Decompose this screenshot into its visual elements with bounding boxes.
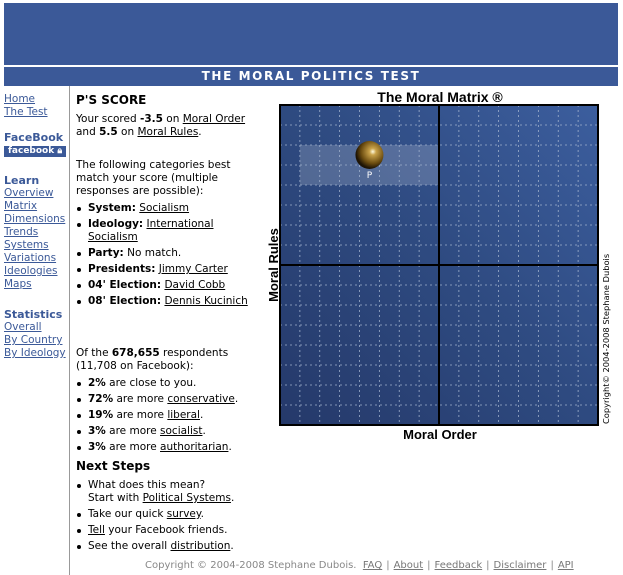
footer: Copyright © 2004-2008 Stephane Dubois. FAQ | About | Feedback | Disclaimer | API [145, 560, 574, 571]
nav-variations[interactable]: Variations [4, 252, 57, 264]
site-title: THE MORAL POLITICS TEST [4, 67, 618, 86]
category-label: System: [88, 202, 136, 214]
text: are more [113, 393, 168, 405]
category-link[interactable]: David Cobb [164, 279, 226, 291]
facebook-label: facebook [8, 146, 55, 156]
statistics-heading: Statistics [4, 308, 63, 321]
copyright-text: Copyright © 2004-2008 Stephane Dubois. [145, 560, 357, 571]
next-steps-heading: Next Steps [76, 459, 151, 473]
nav-maps[interactable]: Maps [4, 278, 32, 290]
moral-rules-link[interactable]: Moral Rules [137, 126, 199, 138]
distribution-link[interactable]: distribution [170, 540, 231, 552]
respondent-item: 19% are more liberal. [88, 409, 266, 422]
lock-icon: 🔒︎ [57, 146, 63, 156]
text: on [117, 126, 138, 138]
chart-copyright: Copyright© 2004-2008 Stephane Dubois [601, 253, 611, 424]
authoritarian-link[interactable]: authoritarian [160, 441, 229, 453]
nav-by-ideology[interactable]: By Ideology [4, 347, 66, 359]
text: are more [105, 441, 161, 453]
list-item: What does this mean? Start with Political Systems. [88, 479, 266, 505]
text: Your scored [76, 113, 140, 125]
footer-disclaimer[interactable]: Disclaimer [493, 560, 547, 571]
list-item [88, 524, 266, 537]
text: Take our quick [88, 508, 167, 520]
nav-dimensions[interactable]: Dimensions [4, 213, 66, 225]
respondent-count: 678,655 [111, 347, 160, 359]
order-value: -3.5 [139, 113, 163, 125]
nav-systems[interactable]: Systems [4, 239, 49, 251]
learn-heading: Learn [4, 174, 40, 187]
nav-overview[interactable]: Overview [4, 187, 54, 199]
nav-overall[interactable]: Overall [4, 321, 42, 333]
facebook-count: (11,708 on Facebook): [76, 360, 194, 372]
footer-api[interactable]: API [557, 560, 574, 571]
category-label: Party: [88, 247, 124, 259]
percent: 2% [88, 377, 106, 389]
nav-the-test[interactable]: The Test [4, 106, 48, 118]
category-label: Ideology: [88, 218, 144, 230]
list-item: Take our quick survey. [88, 508, 266, 521]
score-heading: P'S SCORE [76, 93, 147, 107]
category-link[interactable]: International Socialism [88, 218, 214, 243]
category-label: 08' Election: [88, 295, 162, 307]
moral-order-link[interactable]: Moral Order [182, 113, 246, 125]
respondent-item: 3% are more authoritarian. [88, 441, 266, 454]
category-link[interactable]: Socialism [139, 202, 190, 214]
text: See the overall [88, 540, 171, 552]
nav-by-country[interactable]: By Country [4, 334, 63, 346]
footer-feedback[interactable]: Feedback [434, 560, 483, 571]
respondent-item: 72% are more conservative. [88, 393, 266, 406]
survey-link[interactable]: survey [166, 508, 201, 520]
footer-about[interactable]: About [393, 560, 424, 571]
facebook-heading: FaceBook [4, 131, 64, 144]
categories-intro: The following categories best match your score (multiple responses are possible): [76, 159, 231, 197]
percent: 3% [88, 441, 106, 453]
text: What does this mean? [88, 479, 206, 491]
category-link[interactable]: Jimmy Carter [158, 263, 228, 275]
nav-home[interactable]: Home [4, 93, 36, 105]
nav-ideologies[interactable]: Ideologies [4, 265, 58, 277]
percent: 19% [88, 409, 114, 421]
category-value: No match. [127, 247, 182, 259]
text: your Facebook friends. [104, 524, 228, 536]
y-axis-label: Moral Rules [266, 228, 281, 302]
list-item: See the overall distribution. [88, 540, 266, 553]
next-steps-list [76, 479, 266, 553]
text: Start with [88, 492, 143, 504]
text: respondents [159, 347, 229, 359]
text: are close to you. [105, 377, 197, 389]
tell-link[interactable]: Tell [88, 524, 105, 536]
category-label: Presidents: [88, 263, 156, 275]
footer-faq[interactable]: FAQ [362, 560, 383, 571]
category-label: 04' Election: [88, 279, 162, 291]
respondent-item: 3% are more socialist. [88, 425, 266, 438]
score-marker [355, 141, 383, 169]
text: are more [105, 425, 161, 437]
point-label: P [366, 171, 373, 181]
political-systems-link[interactable]: Political Systems [142, 492, 231, 504]
text: are more [113, 409, 168, 421]
text: and [76, 126, 100, 138]
category-link[interactable]: Dennis Kucinich [164, 295, 248, 307]
percent: 72% [88, 393, 114, 405]
text: Of the [76, 347, 112, 359]
chart-title: The Moral Matrix ® [377, 89, 503, 105]
liberal-link[interactable]: liberal [167, 409, 200, 421]
nav-trends[interactable]: Trends [4, 226, 39, 238]
nav-matrix[interactable]: Matrix [4, 200, 38, 212]
text: . [198, 126, 202, 138]
conservative-link[interactable]: conservative [167, 393, 235, 405]
text: on [162, 113, 183, 125]
rules-value: 5.5 [99, 126, 118, 138]
socialist-link[interactable]: socialist [160, 425, 203, 437]
x-axis-label: Moral Order [403, 427, 477, 442]
percent: 3% [88, 425, 106, 437]
